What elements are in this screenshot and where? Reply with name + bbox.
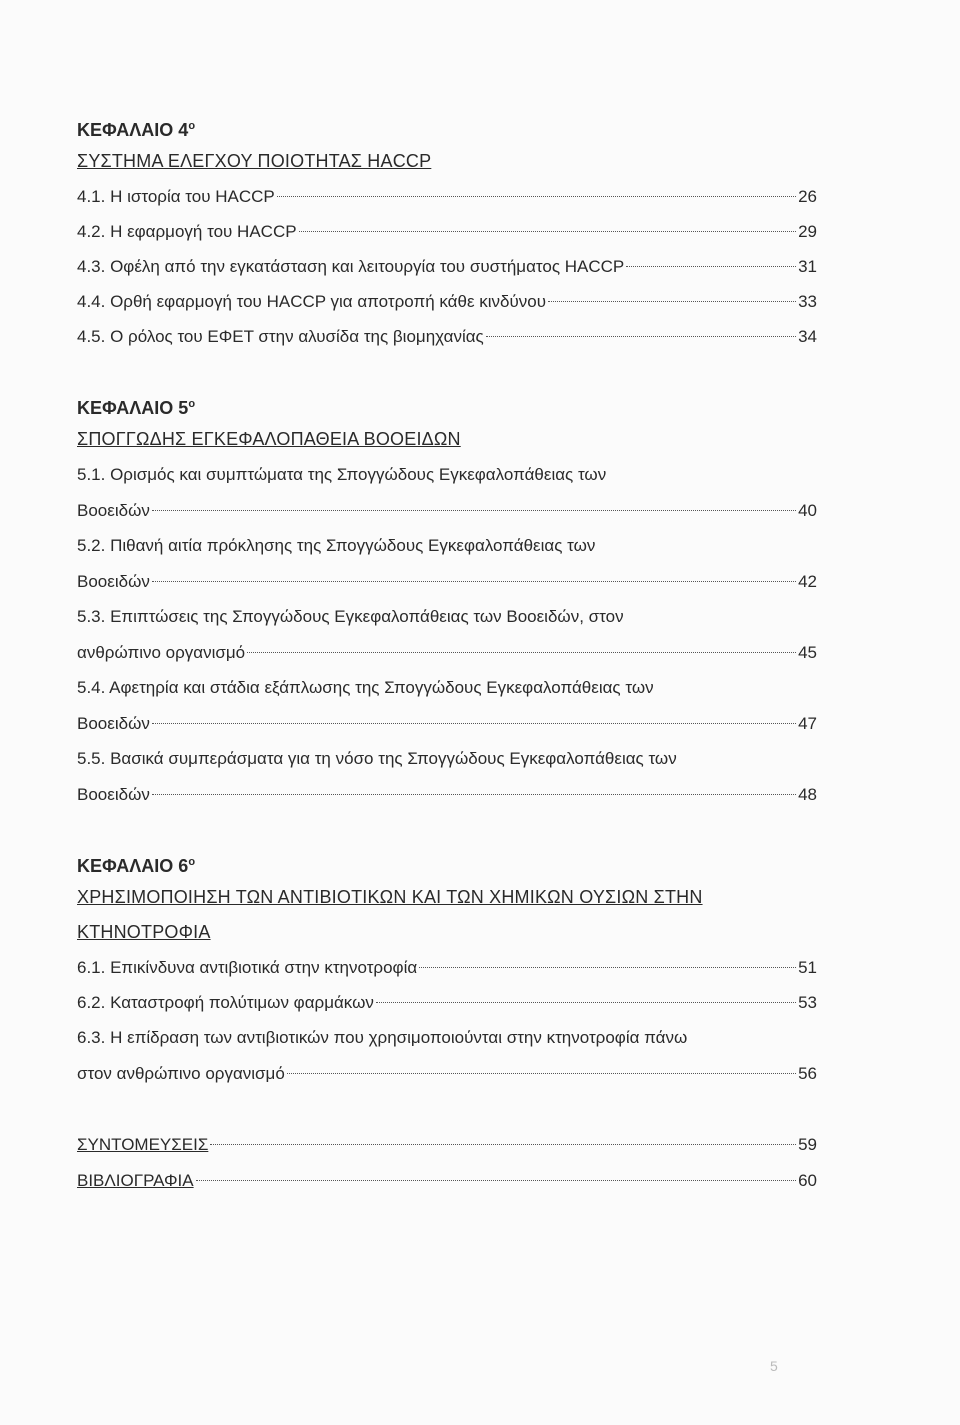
chapter-4-heading xyxy=(77,108,817,144)
page-number: 33 xyxy=(798,292,817,311)
toc-entry-text: ΒΙΒΛΙΟΓΡΑΦΙΑ xyxy=(77,1171,194,1190)
toc-entry-abbreviations xyxy=(77,1127,817,1163)
page-number: 60 xyxy=(798,1171,817,1190)
chapter-5-sup: ο xyxy=(188,398,196,410)
dot-leader xyxy=(548,301,796,302)
toc-entry-5-5-line1: 5.5. Βασικά συμπεράσματα για τη νόσο της Σπογγώδους Εγκεφαλοπάθειας των xyxy=(77,749,677,768)
page-number: 40 xyxy=(798,501,817,520)
toc-entry-4-2 xyxy=(77,214,817,249)
toc-entry-text: 4.4. Ορθή εφαρμογή του HACCP για αποτροπή κάθε κινδύνου xyxy=(77,292,547,311)
toc-entry-5-1 xyxy=(77,493,817,528)
chapter-6-title-line1: ΧΡΗΣΙΜΟΠΟΙΗΣΗ ΤΩΝ ΑΝΤΙΒΙΟΤΙΚΩΝ ΚΑΙ ΤΩΝ ΧΗΜΙΚΩΝ ΟΥΣΙΩΝ ΣΤΗΝ xyxy=(77,887,703,907)
toc-entry-text: 4.3. Οφέλη από την εγκατάσταση και λειτουργία του συστήματος HACCP xyxy=(77,257,625,276)
dot-leader xyxy=(210,1144,796,1145)
toc-entry-4-1 xyxy=(77,179,817,214)
dot-leader xyxy=(152,510,796,511)
toc-entry-4-5 xyxy=(77,319,817,354)
toc-entry-5-1-line1: 5.1. Ορισμός και συμπτώματα της Σπογγώδους Εγκεφαλοπάθειας των xyxy=(77,465,607,484)
chapter-6-title-line2: ΚΤΗΝΟΤΡΟΦΙΑ xyxy=(77,922,211,942)
toc-entry-5-3 xyxy=(77,635,817,670)
page-number: 31 xyxy=(798,257,817,276)
page-number: 47 xyxy=(798,714,817,733)
toc-entry-5-2-line1: 5.2. Πιθανή αιτία πρόκλησης της Σπογγώδους Εγκεφαλοπάθειας των xyxy=(77,536,596,555)
page-number: 42 xyxy=(798,572,817,591)
dot-leader xyxy=(247,652,796,653)
dot-leader xyxy=(196,1180,796,1181)
dot-leader xyxy=(419,967,796,968)
toc-entry-6-1 xyxy=(77,950,817,985)
table-of-contents xyxy=(77,108,817,1199)
page-number: 45 xyxy=(798,643,817,662)
page-number: 48 xyxy=(798,785,817,804)
toc-entry-text: 6.1. Επικίνδυνα αντιβιοτικά στην κτηνοτροφία xyxy=(77,958,418,977)
dot-leader xyxy=(376,1002,796,1003)
chapter-6-label: ΚΕΦΑΛΑΙΟ 6 xyxy=(77,856,189,876)
page-number: 26 xyxy=(798,187,817,206)
toc-entry-6-3 xyxy=(77,1056,817,1091)
dot-leader xyxy=(626,266,796,267)
toc-entry-bibliography xyxy=(77,1163,817,1199)
spacer xyxy=(77,1091,817,1127)
toc-entry-text: Βοοειδών xyxy=(77,714,150,733)
toc-entry-6-2 xyxy=(77,985,817,1020)
chapter-5-label: ΚΕΦΑΛΑΙΟ 5 xyxy=(77,398,189,418)
toc-entry-text: 6.2. Καταστροφή πολύτιμων φαρμάκων xyxy=(77,993,374,1012)
toc-entry-text: ΣΥΝΤΟΜΕΥΣΕΙΣ xyxy=(77,1135,209,1154)
page-number: 59 xyxy=(798,1135,817,1154)
toc-entry-text: 4.2. Η εφαρμογή του HACCP xyxy=(77,222,297,241)
page-number: 34 xyxy=(798,327,817,346)
toc-entry-text: στον ανθρώπινο οργανισμό xyxy=(77,1064,285,1083)
chapter-4-sup: ο xyxy=(188,120,196,132)
toc-entry-5-5 xyxy=(77,777,817,812)
dot-leader xyxy=(152,723,796,724)
dot-leader xyxy=(152,581,796,582)
chapter-4-title: ΣΥΣΤΗΜΑ ΕΛΕΓΧΟΥ ΠΟΙΟΤΗΤΑΣ HACCP xyxy=(77,151,432,171)
dot-leader xyxy=(277,196,796,197)
toc-entry-text: ανθρώπινο οργανισμό xyxy=(77,643,246,662)
toc-entry-4-3 xyxy=(77,249,817,284)
page-number: 53 xyxy=(798,993,817,1012)
page-number: 29 xyxy=(798,222,817,241)
toc-entry-6-3-line1: 6.3. Η επίδραση των αντιβιοτικών που χρησιμοποιούνται στην κτηνοτροφία πάνω xyxy=(77,1028,688,1047)
toc-entry-5-4 xyxy=(77,706,817,741)
page-number: 51 xyxy=(798,958,817,977)
chapter-5-heading xyxy=(77,386,817,422)
spacer xyxy=(77,354,817,386)
toc-entry-5-3-line1: 5.3. Επιπτώσεις της Σπογγώδους Εγκεφαλοπάθειας των Βοοειδών, στον xyxy=(77,607,624,626)
toc-entry-text: Βοοειδών xyxy=(77,785,150,804)
toc-entry-5-4-line1: 5.4. Αφετηρία και στάδια εξάπλωσης της Σπογγώδους Εγκεφαλοπάθειας των xyxy=(77,678,654,697)
chapter-6-heading xyxy=(77,844,817,880)
toc-entry-5-2 xyxy=(77,564,817,599)
dot-leader xyxy=(299,231,797,232)
toc-entry-text: Βοοειδών xyxy=(77,572,150,591)
chapter-6-sup: ο xyxy=(188,856,196,868)
dot-leader xyxy=(152,794,796,795)
dot-leader xyxy=(486,336,796,337)
dot-leader xyxy=(287,1073,796,1074)
chapter-5-title: ΣΠΟΓΓΩΔΗΣ ΕΓΚΕΦΑΛΟΠΑΘΕΙΑ ΒΟΟΕΙΔΩΝ xyxy=(77,429,461,449)
toc-entry-text: Βοοειδών xyxy=(77,501,150,520)
toc-entry-text: 4.5. Ο ρόλος του ΕΦΕΤ στην αλυσίδα της βιομηχανίας xyxy=(77,327,484,346)
toc-entry-text: 4.1. Η ιστορία του HACCP xyxy=(77,187,275,206)
page-mark: 5 xyxy=(770,1358,778,1374)
spacer xyxy=(77,812,817,844)
toc-entry-4-4 xyxy=(77,284,817,319)
page-number: 56 xyxy=(798,1064,817,1083)
chapter-4-label: ΚΕΦΑΛΑΙΟ 4 xyxy=(77,120,189,140)
